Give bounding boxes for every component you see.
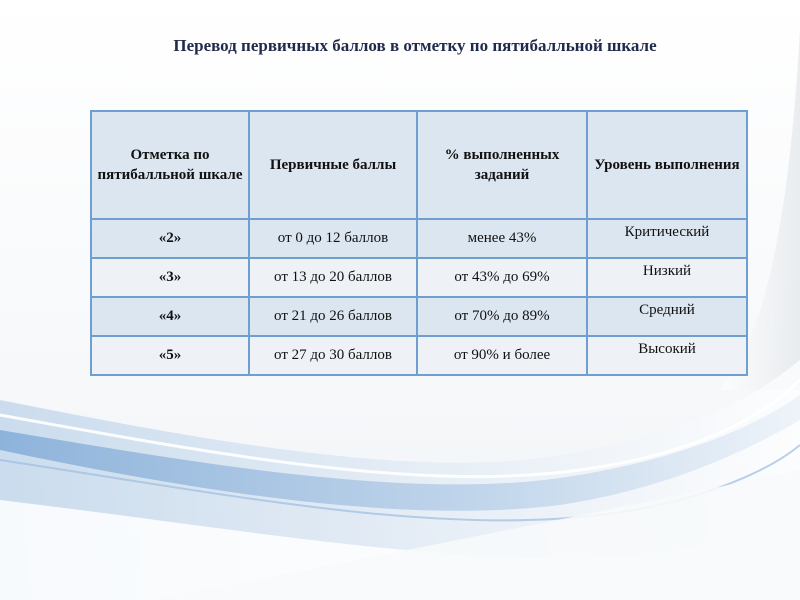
level-cell: Высокий	[587, 336, 747, 375]
percent-cell: от 90% и более	[417, 336, 587, 375]
grade-cell: «3»	[91, 258, 249, 297]
score-cell: от 13 до 20 баллов	[249, 258, 417, 297]
grade-conversion-table	[90, 110, 748, 376]
grade-cell: «4»	[91, 297, 249, 336]
header-level: Уровень выполнения	[587, 111, 747, 219]
percent-cell: менее 43%	[417, 219, 587, 258]
level-cell: Критический	[587, 219, 747, 258]
score-cell: от 27 до 30 баллов	[249, 336, 417, 375]
percent-cell: от 43% до 69%	[417, 258, 587, 297]
header-percent-completed: % выполненных заданий	[417, 111, 587, 219]
header-primary-score: Первичные баллы	[249, 111, 417, 219]
header-grade: Отметка по пятибалльной шкале	[91, 111, 249, 219]
level-cell: Низкий	[587, 258, 747, 297]
table-row	[91, 297, 747, 336]
score-cell: от 21 до 26 баллов	[249, 297, 417, 336]
table-header-row	[91, 111, 747, 219]
score-cell: от 0 до 12 баллов	[249, 219, 417, 258]
grade-cell: «2»	[91, 219, 249, 258]
table-row	[91, 258, 747, 297]
table-row	[91, 336, 747, 375]
slide-title: Перевод первичных баллов в отметку по пятибалльной шкале	[173, 36, 657, 55]
table-row	[91, 219, 747, 258]
grade-cell: «5»	[91, 336, 249, 375]
percent-cell: от 70% до 89%	[417, 297, 587, 336]
level-cell: Средний	[587, 297, 747, 336]
